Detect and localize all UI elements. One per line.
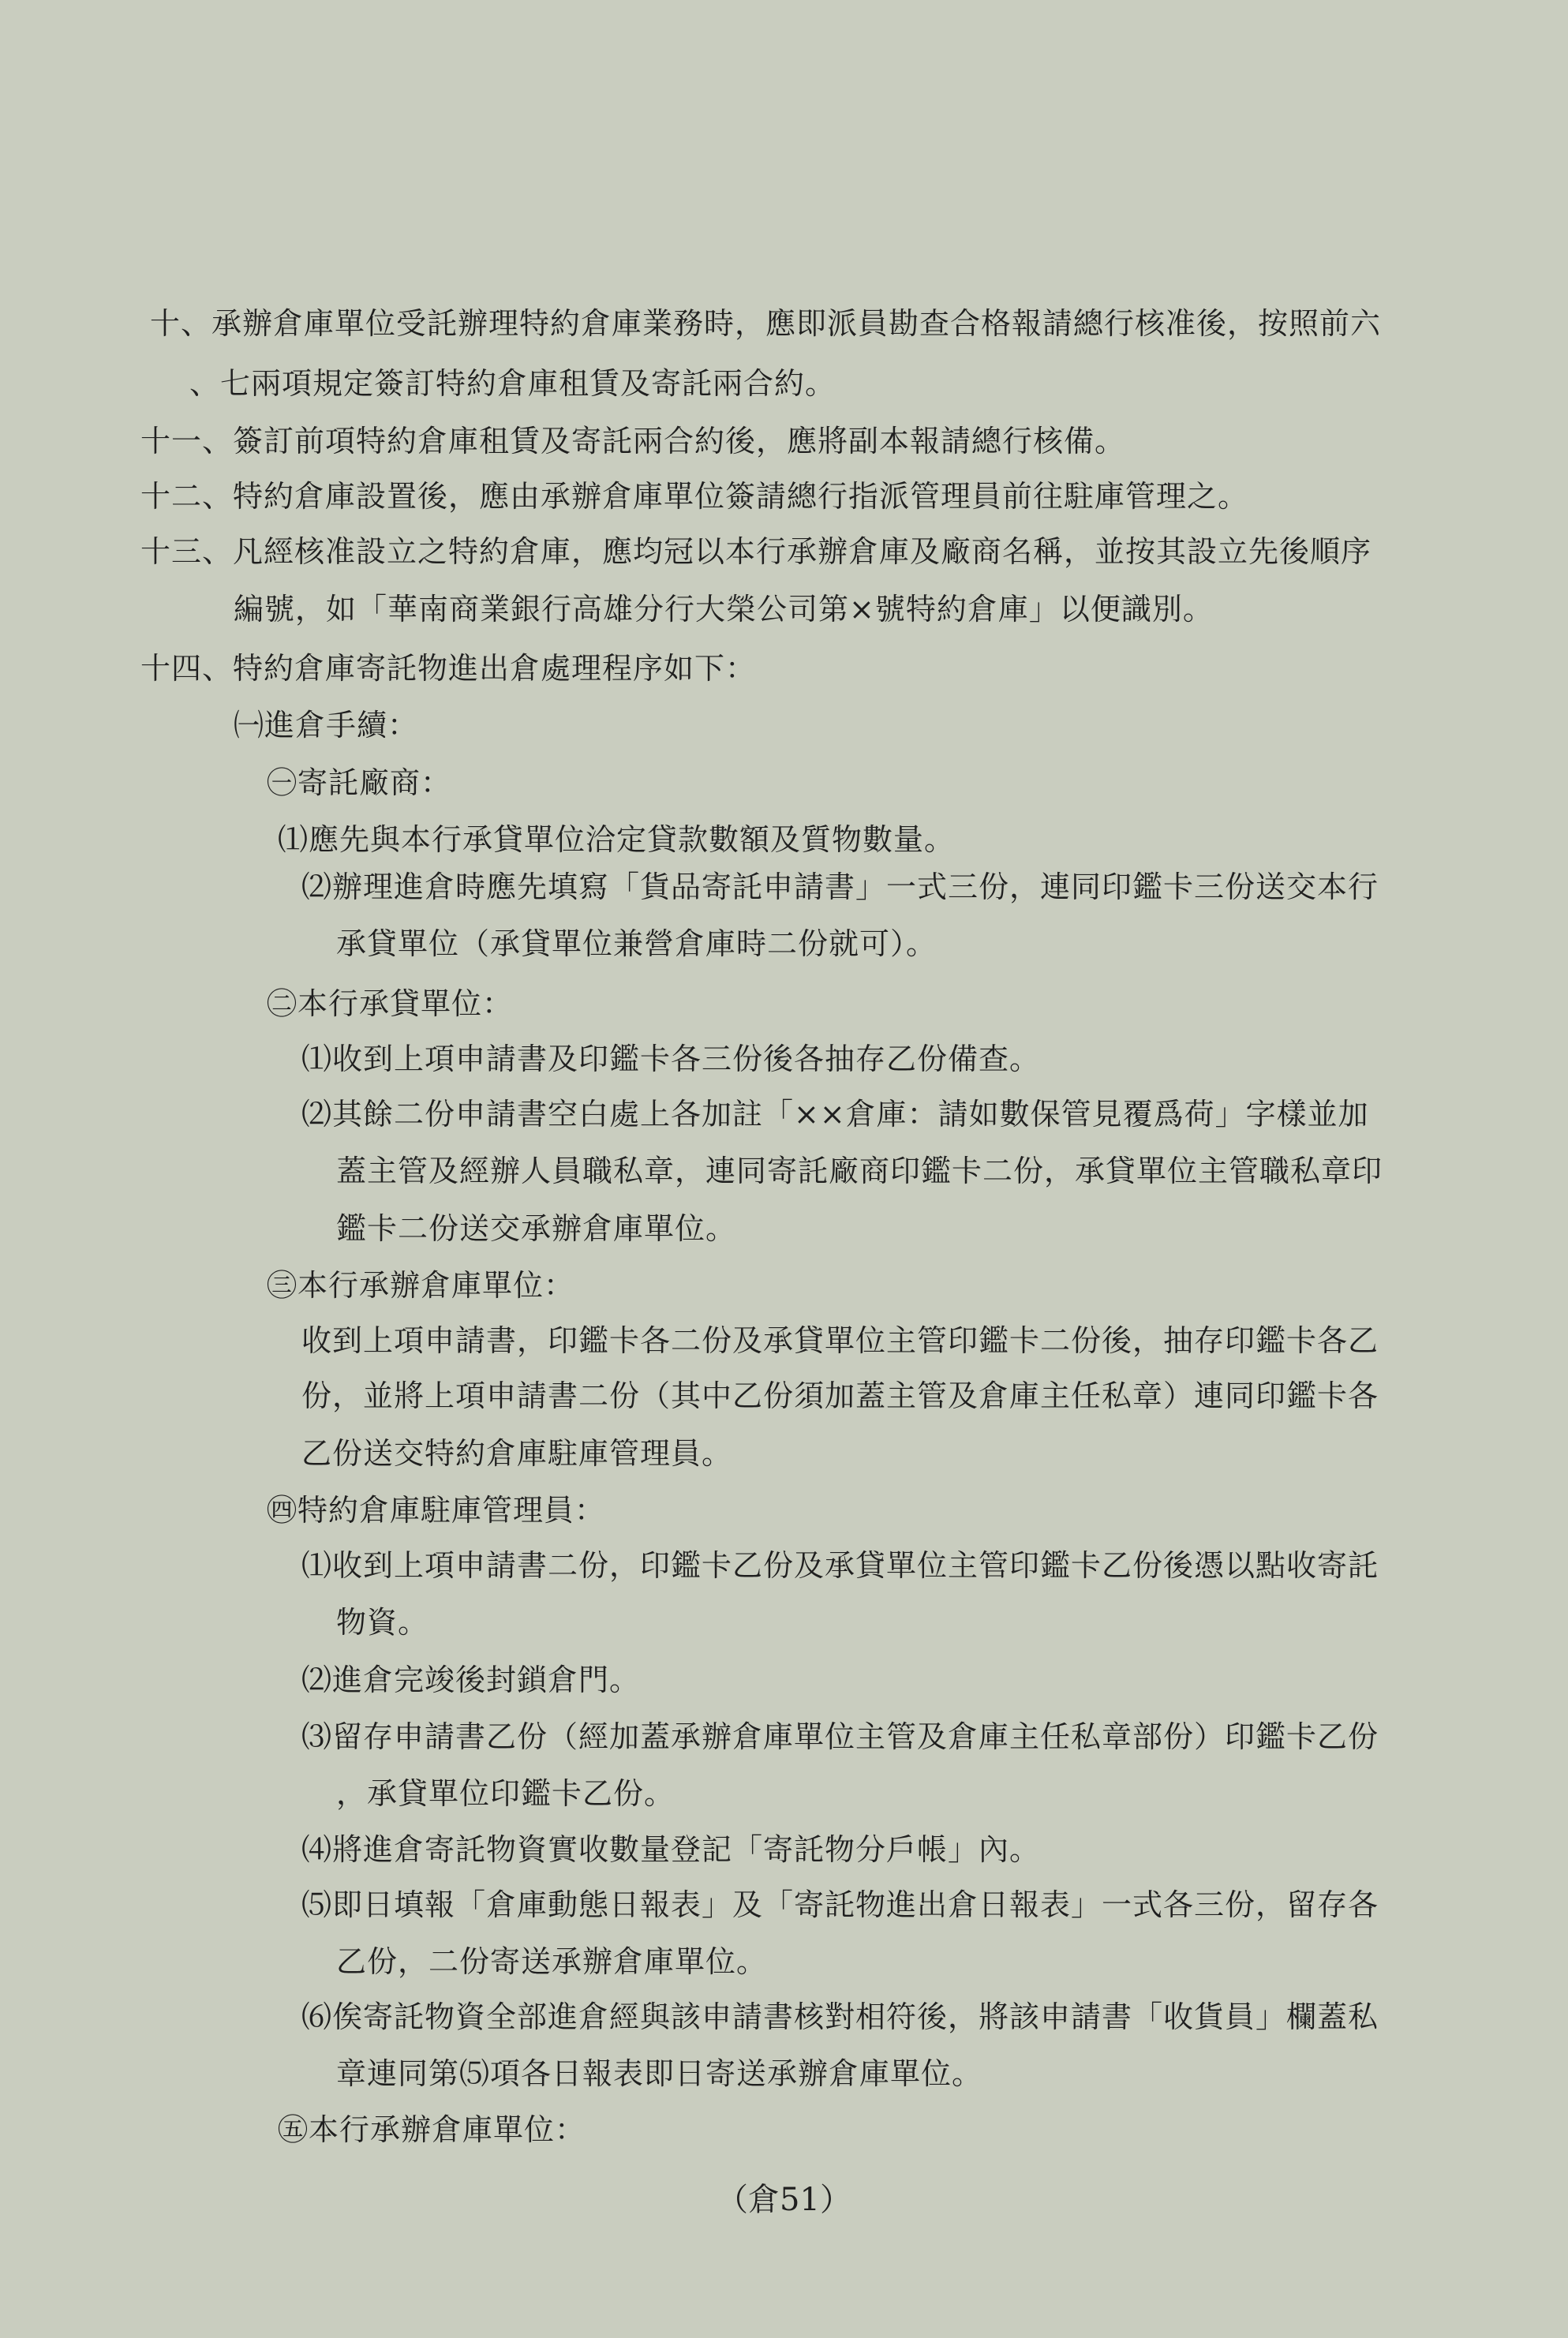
text-line: ㊂本行承辦倉庫單位： xyxy=(267,1268,575,1303)
text-line: 承貸單位（承貸單位兼營倉庫時二份就可）。 xyxy=(336,926,937,961)
text-line: ㊄本行承辦倉庫單位： xyxy=(278,2112,586,2147)
text-line: ⑵進倉完竣後封鎖倉門。 xyxy=(301,1663,641,1697)
text-line: ㊃特約倉庫駐庫管理員： xyxy=(267,1493,606,1528)
page-number: （倉51） xyxy=(717,2182,851,2218)
text-line: ㊁本行承貸單位： xyxy=(267,986,514,1021)
text-line: 份，並將上項申請書二份（其中乙份須加蓋主管及倉庫主任私章）連同印鑑卡各 xyxy=(301,1378,1379,1413)
text-line: 十四、特約倉庫寄託物進出倉處理程序如下： xyxy=(140,651,757,686)
text-line: ，承貸單位印鑑卡乙份。 xyxy=(336,1776,675,1811)
text-line: 十二、特約倉庫設置後，應由承辦倉庫單位簽請總行指派管理員前往駐庫管理之。 xyxy=(140,479,1249,514)
text-line: ⑸即日填報「倉庫動態日報表」及「寄託物進出倉日報表」一式各三份，留存各 xyxy=(301,1887,1379,1922)
text-line: 鑑卡二份送交承辦倉庫單位。 xyxy=(336,1211,737,1246)
text-line: 、七兩項規定簽訂特約倉庫租賃及寄託兩合約。 xyxy=(189,366,836,401)
text-line: ⑴應先與本行承貸單位洽定貸款數額及質物數量。 xyxy=(278,822,956,857)
text-line: ⑶留存申請書乙份（經加蓋承辦倉庫單位主管及倉庫主任私章部份）印鑑卡乙份 xyxy=(301,1719,1379,1754)
text-line: 物資。 xyxy=(336,1605,429,1640)
text-line: 十三、凡經核准設立之特約倉庫，應均冠以本行承辦倉庫及廠商名稱，並按其設立先後順序 xyxy=(140,534,1372,569)
text-line: ㈠進倉手續： xyxy=(234,708,419,743)
text-line: 收到上項申請書，印鑑卡各二份及承貸單位主管印鑑卡二份後，抽存印鑑卡各乙 xyxy=(301,1323,1379,1358)
text-line: 章連同第⑸項各日報表即日寄送承辦倉庫單位。 xyxy=(336,2056,983,2091)
text-line: 十一、簽訂前項特約倉庫租賃及寄託兩合約後，應將副本報請總行核備。 xyxy=(140,424,1126,458)
text-line: 乙份送交特約倉庫駐庫管理員。 xyxy=(301,1436,733,1471)
text-line: 乙份，二份寄送承辦倉庫單位。 xyxy=(336,1944,768,1979)
text-line: ⑵其餘二份申請書空白處上各加註「××倉庫：請如數保管見覆爲荷」字樣並加 xyxy=(301,1097,1369,1132)
text-line: ⑹俟寄託物資全部進倉經與該申請書核對相符後，將該申請書「收貨員」欄蓋私 xyxy=(301,1999,1379,2034)
text-line: ⑴收到上項申請書及印鑑卡各三份後各抽存乙份備查。 xyxy=(301,1042,1041,1076)
text-line: 蓋主管及經辦人員職私章，連同寄託廠商印鑑卡二份，承貸單位主管職私章印 xyxy=(336,1154,1383,1188)
text-line: 編號，如「華南商業銀行高雄分行大榮公司第×號特約倉庫」以便識別。 xyxy=(234,592,1214,627)
text-line: ⑷將進倉寄託物資實收數量登記「寄託物分戶帳」內。 xyxy=(301,1832,1041,1867)
text-line: ⑴收到上項申請書二份，印鑑卡乙份及承貸單位主管印鑑卡乙份後憑以點收寄託 xyxy=(301,1548,1379,1583)
text-line: 十、承辦倉庫單位受託辦理特約倉庫業務時，應即派員勘查合格報請總行核准後，按照前六 xyxy=(150,306,1382,341)
text-line: ㊀寄託廠商： xyxy=(267,765,452,800)
text-line: ⑵辦理進倉時應先填寫「貨品寄託申請書」一式三份，連同印鑑卡三份送交本行 xyxy=(301,870,1379,904)
